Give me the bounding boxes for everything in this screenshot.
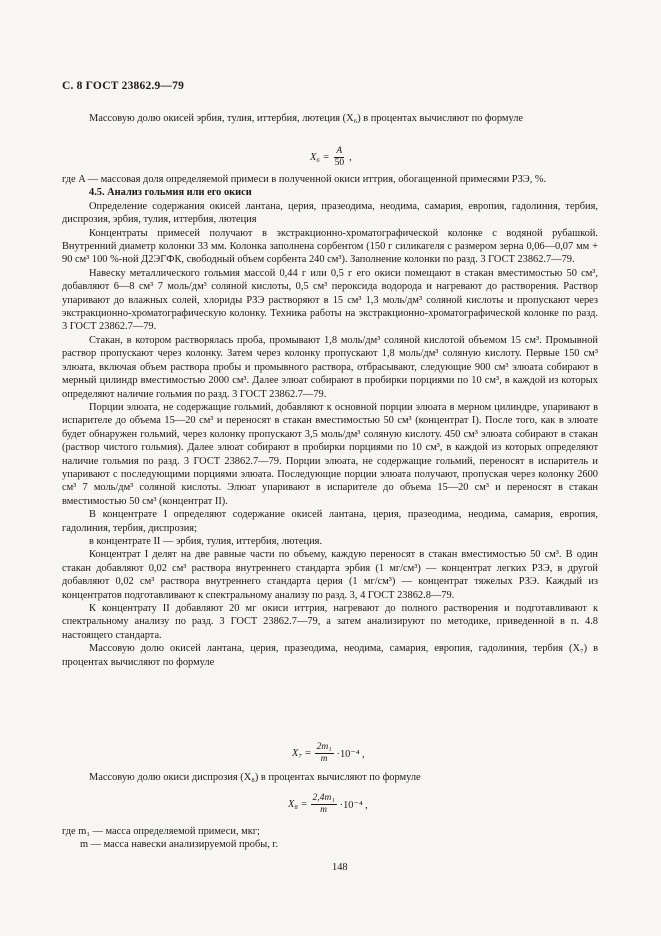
- formula-x7-numerator: 2m₁: [316, 742, 332, 752]
- paragraph-5: В концентрате I определяют содержание окисей лантана, церия, празеодима, неодима, самария, европия, гадолиния, тербия, диспрозия;: [62, 509, 598, 534]
- formula-x7-tail: ·10⁻⁴ ,: [336, 748, 365, 760]
- where-block-2: [62, 825, 598, 852]
- formula-x6: [310, 146, 352, 169]
- paragraph-1: Концентраты примесей получают в экстракционно-хроматографической колонке с водяной рубашкой. Внутренний диаметр колонки 33 мм. Колонка заполнена сорбентом (150 г силикагеля с размером зерна 0,06—0,07 мм + 90 см³ 100 %-ной Д2ЭГФК, свободный объем сорбента 240 см³). Заполнение колонки по разд. 3 ГОСТ 23862.7—79.: [62, 227, 598, 266]
- formula-x8: [288, 793, 368, 816]
- where-definition-m: m — масса навески анализируемой пробы, г.: [80, 839, 279, 851]
- formula-x8-tail: ·10⁻⁴ ,: [339, 799, 368, 811]
- main-text: [62, 173, 598, 669]
- formula-x6-lhs: X₆ =: [310, 152, 330, 163]
- formula-x8-lhs: X₈ =: [288, 799, 308, 810]
- formula-x6-numerator: A: [336, 146, 343, 156]
- page-header: С. 8 ГОСТ 23862.9—79: [62, 80, 185, 92]
- paragraph-4: Порции элюата, не содержащие гольмий, добавляют к основной порции элюата в мерном цилиндре, упаривают в испарителе до объема 15—20 см³ и переносят в стакан вместимостью 50 см³ (концентрат I). После того, как в элюате будет обнаружен гольмий, через колонку пропускают 3,5 моль/дм³ соляную кислоту. 450 см³ элюата собирают в стакан (раствор чистого гольмия). Далее элюат собирают в пробирки порциями по 10 см³, в каждой из которых определяют наличие гольмия по разд. 3 ГОСТ 23862.7—79. Порции элюата, не содержащие гольмий, переносят в испаритель и упаривают с последующими порциями элюата. Последующие порции элюата получают, пропуская через колонку 2600 см³ 7 моль/дм³ соляной кислоты. Элюат упаривают в испарителе до объема 15—20 см³ и переносят в стакан вместимостью 50 см³ (концентрат II).: [62, 401, 598, 507]
- intro-paragraph: Массовую долю окисей эрбия, тулия, иттербия, лютеция (X₆) в процентах вычисляют по формуле: [89, 113, 523, 124]
- formula-x7-denominator: m: [320, 754, 328, 764]
- paragraph-6: в концентрате II — эрбия, тулия, иттербия, лютеция.: [89, 535, 323, 547]
- formula-x8-fraction: [311, 793, 337, 816]
- where-definition-1: где A — массовая доля определяемой примеси в полученной окиси иттрия, обогащенной примесями РЗЭ, %.: [62, 174, 547, 185]
- formula-x6-denominator: 50: [334, 158, 345, 168]
- where-definition-m1: где m₁ — масса определяемой примеси, мкг;: [62, 826, 260, 837]
- formula-x6-tail: ,: [349, 152, 352, 163]
- formula-x6-fraction: [333, 146, 347, 169]
- dysprosium-text: [62, 771, 598, 784]
- formula-x8-numerator: 2,4m₁: [312, 793, 335, 803]
- page-number: 148: [332, 862, 348, 873]
- formula-x7: [292, 742, 365, 765]
- paragraph-9: Массовую долю окисей лантана, церия, празеодима, неодима, самария, европия, гадолиния, тербия (X₇) в процентах вычисляют по формуле: [62, 643, 598, 668]
- section-subtitle: Определение содержания окисей лантана, церия, празеодима, неодима, самария, европия, гадолиния, тербия, диспрозия, эрбия, тулия, иттербия, лютеция: [62, 200, 598, 226]
- paragraph-10: Массовую долю окиси диспрозия (X₈) в процентах вычисляют по формуле: [89, 772, 421, 783]
- paragraph-8: К концентрату II добавляют 20 мг окиси иттрия, нагревают до полного растворения и подготавливают к спектральному анализу по разд. 3 ГОСТ 23862.7—79, а затем анализируют по методике, приведенной в п. 4.8 настоящего стандарта.: [62, 603, 598, 641]
- formula-x7-fraction: [315, 742, 334, 765]
- paragraph-2: Навеску металлического гольмия массой 0,44 г или 0,5 г его окиси помещают в стакан вместимостью 50 см³, добавляют 6—8 см³ 7 моль/дм³ соляной кислоты, 0,5 см³ пероксида водорода и нагревают до растворения. Раствор упаривают до влажных солей, хлориды РЗЭ растворяют в 15 см³ 1,3 моль/дм³ соляной кислоты и пропускают через экстракционно-хроматографическую колонку. Техника работы на экстракционно-хроматографической колонке по разд. 3 ГОСТ 23862.7—79.: [62, 267, 598, 333]
- formula-x8-denominator: m: [320, 805, 328, 815]
- formula-x7-lhs: X₇ =: [292, 748, 312, 759]
- paragraph-7: Концентрат I делят на две равные части по объему, каждую переносят в стакан вместимостью 50 см³. В один стакан добавляют 0,02 см³ раствора внутреннего стандарта эрбия (1 мг/см³) — концентрат легких РЗЭ, в другой добавляют 0,02 см³ раствора внутреннего стандарта церия (1 мг/см³) — концентрат тяжелых РЗЭ. Каждый из концентратов подготавливают к спектральному анализу по разд. 3, 4 ГОСТ 23862.8—79.: [62, 549, 598, 601]
- paragraph-3: Стакан, в котором растворялась проба, промывают 1,8 моль/дм³ соляной кислотой объемом 15 см³. Промывной раствор пропускают через колонку. Затем через колонку пропускают 1,8 моль/дм³ соляную кислоту. Первые 150 см³ элюата, включая объем раствора пробы и промывного раствора, отбрасывают, следующие 900 см³ элюата собирают в мерный цилиндр вместимостью 2000 см³. Далее элюат собирают в пробирки порциями по 10 см³, в каждой из которых определяют наличие гольмия по разд. 3 ГОСТ 23862.7—79.: [62, 334, 598, 400]
- section-title: 4.5. Анализ гольмия или его окиси: [89, 187, 252, 199]
- intro-block: [62, 112, 598, 125]
